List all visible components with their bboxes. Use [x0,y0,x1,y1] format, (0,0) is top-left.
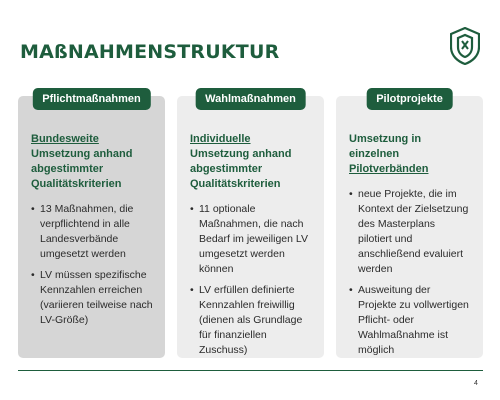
heading-highlight: Bundesweite [31,133,99,145]
heading-highlight: Pilotverbänden [349,163,429,175]
column-heading [31,132,153,192]
bullet-list [349,187,471,358]
list-item: • LV müssen spezifische Kennzahlen erreichen (variieren teilweise nach LV-Größe) [31,268,153,328]
heading-rest: Umsetzung anhand abgestimmter Qualitätskriterien [31,148,133,190]
column-pflichtmassnahmen [18,93,165,358]
list-item: • 13 Maßnahmen, die verpflichtend in alle Landesverbände umgesetzt werden [31,202,153,262]
column-badge: Pilotprojekte [366,88,453,110]
column-heading [349,132,471,177]
column-badge: Pflichtmaßnahmen [32,88,150,110]
dfb-logo-icon [450,27,480,65]
footer-divider [18,370,483,371]
page-title: MAßNAHMENSTRUKTUR [20,41,280,63]
column-wahlmassnahmen [177,93,324,358]
column-heading [190,132,312,192]
bullet-list [190,202,312,358]
list-item: • neue Projekte, die im Kontext der Zielsetzung des Masterplans pilotiert und anschließend evaluiert werden [349,187,471,277]
list-item: • Ausweitung der Projekte zu vollwertigen Pflicht- oder Wahlmaßnahme ist möglich [349,283,471,358]
column-badge: Wahlmaßnahmen [195,88,306,110]
page-number: 4 [474,380,478,387]
heading-pre: Umsetzung in einzelnen [349,133,422,160]
column-pilotprojekte [336,93,483,358]
list-item: • 11 optionale Maßnahmen, die nach Bedarf im jeweiligen LV umgesetzt werden können [190,202,312,277]
heading-rest: Umsetzung anhand abgestimmter Qualitätskriterien [190,148,292,190]
list-item: • LV erfüllen definierte Kennzahlen freiwillig (dienen als Grundlage für finanziellen Zuschuss) [190,283,312,358]
heading-highlight: Individuelle [190,133,251,145]
bullet-list [31,202,153,328]
